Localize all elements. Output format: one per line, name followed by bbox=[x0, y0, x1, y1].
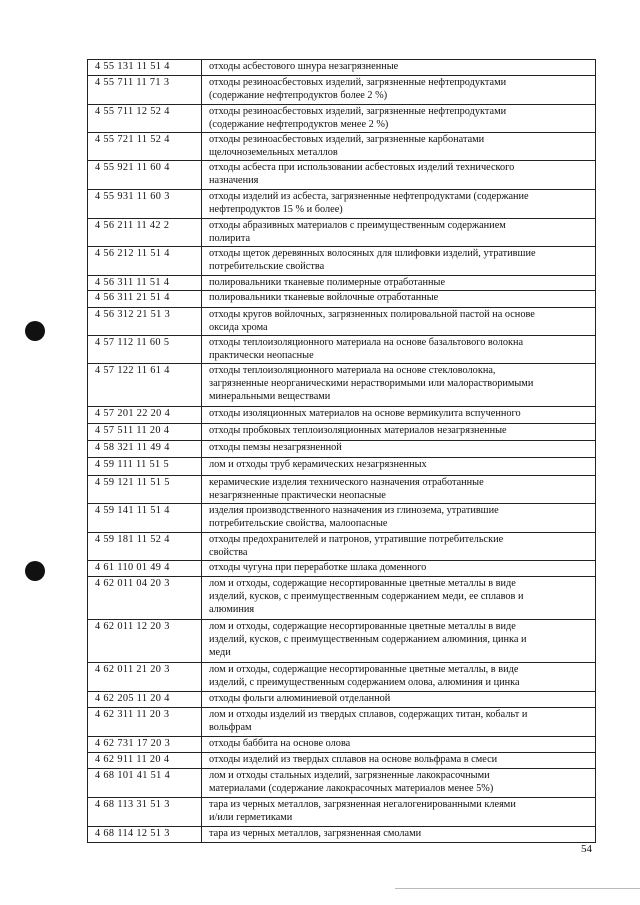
waste-description-cell bbox=[202, 105, 595, 132]
table-row bbox=[88, 662, 595, 691]
table-row bbox=[88, 797, 595, 826]
waste-description-cell bbox=[202, 737, 595, 752]
description-line: отходы резиноасбестовых изделий, загрязненные нефтепродуктами bbox=[209, 77, 507, 88]
table-row bbox=[88, 132, 595, 160]
description-line: отходы щеток деревянных волосяных для шлифовки изделий, утратившие bbox=[209, 248, 536, 259]
punch-hole-top bbox=[25, 321, 45, 341]
table-row bbox=[88, 736, 595, 752]
description-line: отходы изделий из твердых сплавов на основе вольфрама в смеси bbox=[209, 754, 498, 765]
waste-code-cell: 4 58 321 11 49 4 bbox=[88, 441, 202, 457]
description-line: потребительские свойства bbox=[209, 261, 325, 273]
waste-description-cell bbox=[202, 692, 595, 707]
scan-edge-mark bbox=[395, 888, 640, 889]
waste-code-cell: 4 57 201 22 20 4 bbox=[88, 407, 202, 423]
waste-description-cell bbox=[202, 533, 595, 560]
table-row bbox=[88, 560, 595, 576]
table-row bbox=[88, 691, 595, 707]
waste-code-cell: 4 68 101 41 51 4 bbox=[88, 769, 202, 797]
waste-description-cell bbox=[202, 161, 595, 189]
table-row bbox=[88, 246, 595, 275]
waste-description-cell bbox=[202, 219, 595, 246]
punch-hole-bottom bbox=[25, 561, 45, 581]
description-line: отходы теплоизоляционного материала на основе стекловолокна, bbox=[209, 365, 496, 376]
description-line: полировальники тканевые войлочные отработанные bbox=[209, 292, 439, 303]
table-row bbox=[88, 768, 595, 797]
description-line: потребительские свойства, малоопасные bbox=[209, 518, 388, 530]
table-row bbox=[88, 307, 595, 335]
waste-code-cell: 4 62 011 04 20 3 bbox=[88, 577, 202, 619]
description-line: назначения bbox=[209, 175, 259, 187]
table-row bbox=[88, 60, 595, 75]
waste-description-cell bbox=[202, 476, 595, 503]
waste-description-cell bbox=[202, 190, 595, 218]
table-row bbox=[88, 619, 595, 662]
description-line: (содержание нефтепродуктов менее 2 %) bbox=[209, 119, 389, 131]
description-line: керамические изделия технического назначения отработанные bbox=[209, 477, 484, 488]
waste-code-table bbox=[87, 59, 596, 843]
waste-code-cell: 4 55 721 11 52 4 bbox=[88, 133, 202, 160]
waste-code-cell: 4 56 211 11 42 2 bbox=[88, 219, 202, 246]
page-number: 54 bbox=[581, 843, 592, 855]
description-line: материалами (содержание лакокрасочных материалов менее 5%) bbox=[209, 783, 494, 795]
description-line: отходы чугуна при переработке шлака доменного bbox=[209, 562, 427, 573]
table-row bbox=[88, 363, 595, 406]
waste-description-cell bbox=[202, 827, 595, 842]
waste-code-cell: 4 68 114 12 51 3 bbox=[88, 827, 202, 842]
description-line: (содержание нефтепродуктов более 2 %) bbox=[209, 90, 388, 102]
description-line: алюминия bbox=[209, 604, 255, 616]
waste-code-cell: 4 55 131 11 51 4 bbox=[88, 60, 202, 75]
description-line: свойства bbox=[209, 547, 248, 559]
waste-code-cell: 4 57 511 11 20 4 bbox=[88, 424, 202, 440]
description-line: отходы фольги алюминиевой отделанной bbox=[209, 693, 391, 704]
waste-description-cell bbox=[202, 247, 595, 275]
table-row bbox=[88, 406, 595, 423]
waste-description-cell bbox=[202, 133, 595, 160]
table-row bbox=[88, 218, 595, 246]
table-row bbox=[88, 826, 595, 842]
table-row bbox=[88, 75, 595, 104]
waste-code-cell: 4 56 212 11 51 4 bbox=[88, 247, 202, 275]
description-line: отходы предохранителей и патронов, утратившие потребительские bbox=[209, 534, 504, 545]
table-row bbox=[88, 475, 595, 503]
waste-description-cell bbox=[202, 620, 595, 662]
table-row bbox=[88, 335, 595, 363]
waste-code-cell: 4 62 011 12 20 3 bbox=[88, 620, 202, 662]
description-line: отходы теплоизоляционного материала на основе базальтового волокна bbox=[209, 337, 524, 348]
waste-description-cell bbox=[202, 561, 595, 576]
description-line: тара из черных металлов, загрязненная негалогенированными клеями bbox=[209, 799, 516, 810]
waste-code-cell: 4 62 011 21 20 3 bbox=[88, 663, 202, 691]
waste-description-cell bbox=[202, 753, 595, 768]
description-line: лом и отходы, содержащие несортированные цветные металлы в виде bbox=[209, 621, 516, 632]
description-line: нефтепродуктов 15 % и более) bbox=[209, 204, 343, 216]
waste-code-cell: 4 55 921 11 60 4 bbox=[88, 161, 202, 189]
waste-code-cell: 4 62 911 11 20 4 bbox=[88, 753, 202, 768]
waste-code-cell: 4 62 731 17 20 3 bbox=[88, 737, 202, 752]
description-line: лом и отходы, содержащие несортированные цветные металлы, в виде bbox=[209, 664, 519, 675]
waste-description-cell bbox=[202, 60, 595, 75]
table-row bbox=[88, 423, 595, 440]
waste-description-cell bbox=[202, 291, 595, 307]
waste-code-cell: 4 55 931 11 60 3 bbox=[88, 190, 202, 218]
table-row bbox=[88, 160, 595, 189]
description-line: лом и отходы стальных изделий, загрязненные лакокрасочными bbox=[209, 770, 490, 781]
waste-code-cell: 4 59 141 11 51 4 bbox=[88, 504, 202, 532]
description-line: изделия производственного назначения из глинозема, утратившие bbox=[209, 505, 499, 516]
waste-description-cell bbox=[202, 407, 595, 423]
waste-code-cell: 4 59 121 11 51 5 bbox=[88, 476, 202, 503]
waste-description-cell bbox=[202, 458, 595, 475]
description-line: щелочноземельных металлов bbox=[209, 147, 338, 159]
waste-description-cell bbox=[202, 364, 595, 406]
description-line: полирита bbox=[209, 233, 251, 245]
description-line: отходы баббита на основе олова bbox=[209, 738, 351, 749]
table-row bbox=[88, 707, 595, 736]
waste-code-cell: 4 62 311 11 20 3 bbox=[88, 708, 202, 736]
waste-code-cell: 4 56 312 21 51 3 bbox=[88, 308, 202, 335]
description-line: лом и отходы труб керамических незагрязненных bbox=[209, 459, 427, 470]
waste-code-cell: 4 59 181 11 52 4 bbox=[88, 533, 202, 560]
waste-code-cell: 4 55 711 12 52 4 bbox=[88, 105, 202, 132]
description-line: отходы изделий из асбеста, загрязненные нефтепродуктами (содержание bbox=[209, 191, 529, 202]
waste-code-cell: 4 61 110 01 49 4 bbox=[88, 561, 202, 576]
table-row bbox=[88, 189, 595, 218]
description-line: отходы абразивных материалов с преимущественным содержанием bbox=[209, 220, 506, 231]
waste-description-cell bbox=[202, 708, 595, 736]
description-line: оксида хрома bbox=[209, 322, 268, 334]
waste-code-cell: 4 62 205 11 20 4 bbox=[88, 692, 202, 707]
description-line: лом и отходы изделий из твердых сплавов, содержащих титан, кобальт и bbox=[209, 709, 528, 720]
description-line: тара из черных металлов, загрязненная смолами bbox=[209, 828, 422, 839]
description-line: изделий, кусков, с преимущественным содержанием меди, ее сплавов и bbox=[209, 591, 524, 603]
description-line: вольфрам bbox=[209, 722, 252, 734]
waste-code-cell: 4 57 112 11 60 5 bbox=[88, 336, 202, 363]
description-line: загрязненные неорганическими нерастворимыми или малорастворимыми bbox=[209, 378, 534, 390]
description-line: отходы пемзы незагрязненной bbox=[209, 442, 342, 453]
description-line: и/или герметиками bbox=[209, 812, 293, 824]
waste-code-cell: 4 56 311 11 51 4 bbox=[88, 276, 202, 290]
waste-code-cell: 4 55 711 11 71 3 bbox=[88, 76, 202, 104]
description-line: отходы резиноасбестовых изделий, загрязненные карбонатами bbox=[209, 134, 485, 145]
description-line: отходы асбеста при использовании асбестовых изделий технического bbox=[209, 162, 515, 173]
waste-description-cell bbox=[202, 769, 595, 797]
table-row bbox=[88, 503, 595, 532]
waste-description-cell bbox=[202, 663, 595, 691]
waste-description-cell bbox=[202, 441, 595, 457]
waste-code-cell: 4 56 311 21 51 4 bbox=[88, 291, 202, 307]
description-line: отходы резиноасбестовых изделий, загрязненные нефтепродуктами bbox=[209, 106, 507, 117]
table-row bbox=[88, 275, 595, 290]
description-line: отходы кругов войлочных, загрязненных полировальной пастой на основе bbox=[209, 309, 535, 320]
waste-description-cell bbox=[202, 276, 595, 290]
description-line: практически неопасные bbox=[209, 350, 314, 362]
table-row bbox=[88, 576, 595, 619]
description-line: незагрязненные практически неопасные bbox=[209, 490, 386, 502]
waste-description-cell bbox=[202, 577, 595, 619]
waste-description-cell bbox=[202, 308, 595, 335]
waste-description-cell bbox=[202, 798, 595, 826]
description-line: лом и отходы, содержащие несортированные цветные металлы в виде bbox=[209, 578, 516, 589]
waste-code-cell: 4 57 122 11 61 4 bbox=[88, 364, 202, 406]
description-line: отходы асбестового шнура незагрязненные bbox=[209, 61, 399, 72]
table-row bbox=[88, 104, 595, 132]
table-row bbox=[88, 532, 595, 560]
table-row bbox=[88, 290, 595, 307]
description-line: отходы пробковых теплоизоляционных материалов незагрязненные bbox=[209, 425, 507, 436]
waste-description-cell bbox=[202, 336, 595, 363]
table-row bbox=[88, 457, 595, 475]
description-line: изделий, с преимущественным содержанием олова, алюминия и цинка bbox=[209, 677, 520, 689]
table-row bbox=[88, 440, 595, 457]
description-line: минеральными веществами bbox=[209, 391, 331, 403]
table-row bbox=[88, 752, 595, 768]
waste-description-cell bbox=[202, 76, 595, 104]
waste-description-cell bbox=[202, 504, 595, 532]
waste-code-cell: 4 59 111 11 51 5 bbox=[88, 458, 202, 475]
description-line: отходы изоляционных материалов на основе вермикулита вспученного bbox=[209, 408, 521, 419]
description-line: изделий, кусков, с преимущественным содержанием алюминия, цинка и bbox=[209, 634, 527, 646]
description-line: полировальники тканевые полимерные отработанные bbox=[209, 277, 446, 288]
waste-description-cell bbox=[202, 424, 595, 440]
description-line: меди bbox=[209, 647, 231, 659]
waste-code-cell: 4 68 113 31 51 3 bbox=[88, 798, 202, 826]
